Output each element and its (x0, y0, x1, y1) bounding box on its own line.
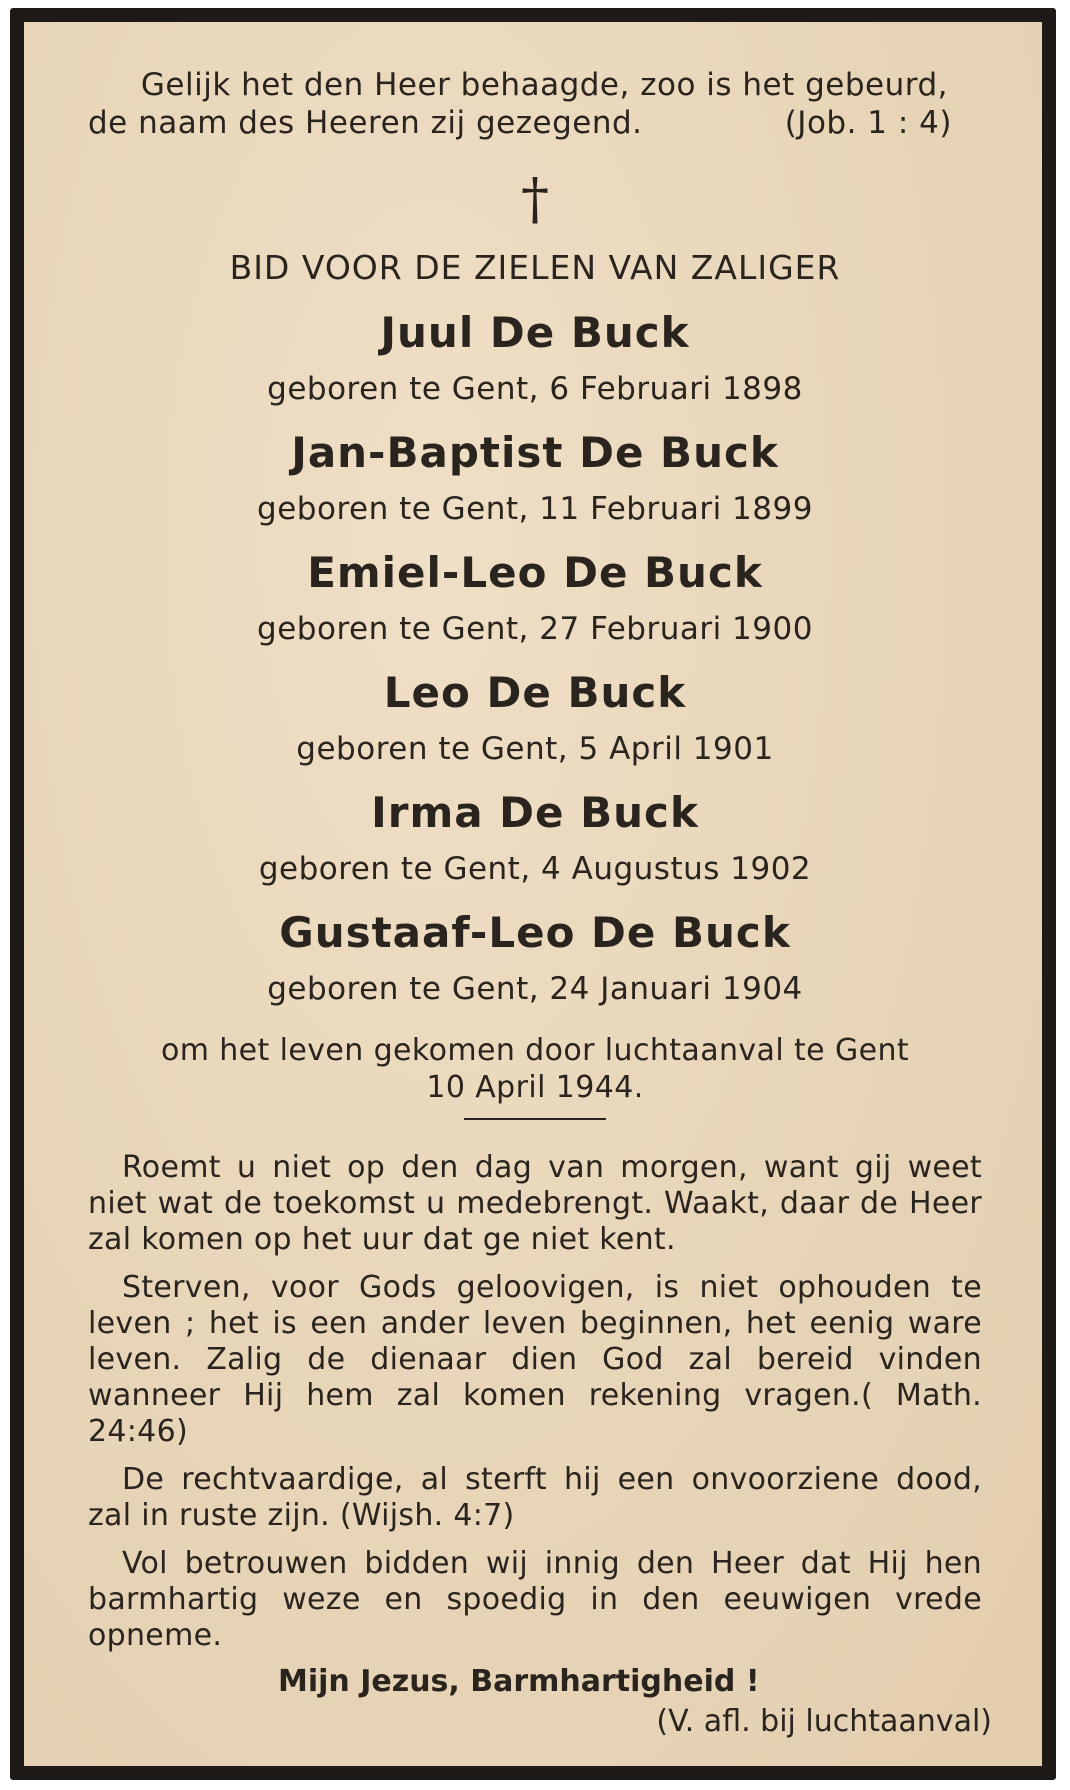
death-notice (88, 1032, 982, 1106)
person-birth: geboren te Gent, 11 Februari 1899 (257, 491, 813, 527)
person-birth: geboren te Gent, 24 Januari 1904 (267, 971, 803, 1007)
card-content (88, 66, 992, 1740)
person-entry (88, 428, 982, 528)
indulgence-note: (V. afl. bij luchtaanval) (656, 1704, 992, 1739)
person-name: Irma De Buck (371, 788, 699, 837)
person-entry (88, 668, 982, 768)
motto-reference: (Job. 1 : 4) (784, 105, 952, 141)
memorial-card (10, 8, 1056, 1780)
person-name: Jan-Baptist De Buck (291, 428, 779, 477)
person-birth: geboren te Gent, 5 April 1901 (296, 731, 774, 767)
motto-line-1: Gelijk het den Heer behaagde, zoo is het gebeurd, (140, 67, 948, 103)
person-entry (88, 908, 982, 1008)
verse-paragraph: De rechtvaardige, al sterft hij een onvoorziene dood, zal in ruste zijn. (Wijsh. 4:7) (88, 1462, 982, 1533)
verse-paragraph: Sterven, voor Gods geloovigen, is niet ophouden te leven ; het is een ander leven beginnen, het eenig ware leven. Zalig de dienaar dien God zal bereid vinden wanneer Hij hem zal komen rekening vragen.( Math. 24:46) (88, 1270, 982, 1449)
person-birth: geboren te Gent, 4 Augustus 1902 (258, 851, 812, 887)
cross-icon: † (521, 167, 549, 232)
person-name: Emiel-Leo De Buck (307, 548, 763, 597)
verse-paragraph: Roemt u niet op den dag van morgen, want gij weet niet wat de toekomst u medebrengt. Waakt, daar de Heer zal komen op het uur dat ge niet kent. (88, 1150, 982, 1257)
death-line-1: om het leven gekomen door luchtaanval te Gent (160, 1033, 910, 1068)
motto-line-2-row (88, 104, 952, 142)
death-date: 10 April 1944. (426, 1070, 644, 1105)
person-entry (88, 548, 982, 648)
person-entry (88, 788, 982, 888)
person-name: Leo De Buck (383, 668, 687, 717)
persons-list (88, 308, 982, 1008)
closing-invocation: Mijn Jezus, Barmhartigheid ! (278, 1664, 760, 1699)
person-birth: geboren te Gent, 6 Februari 1898 (267, 371, 803, 407)
person-birth: geboren te Gent, 27 Februari 1900 (257, 611, 813, 647)
prayer-paragraph: Vol betrouwen bidden wij innig den Heer dat Hij hen barmhartig weze en spoedig in den eeuwigen vrede opneme. (88, 1546, 982, 1653)
person-name: Gustaaf-Leo De Buck (279, 908, 791, 957)
prayer-heading: BID VOOR DE ZIELEN VAN ZALIGER (229, 248, 841, 287)
person-entry (88, 308, 982, 408)
bible-motto (88, 66, 982, 142)
person-name: Juul De Buck (380, 308, 690, 357)
divider-line (464, 1118, 606, 1120)
motto-line-2: de naam des Heeren zij gezegend. (88, 105, 643, 141)
